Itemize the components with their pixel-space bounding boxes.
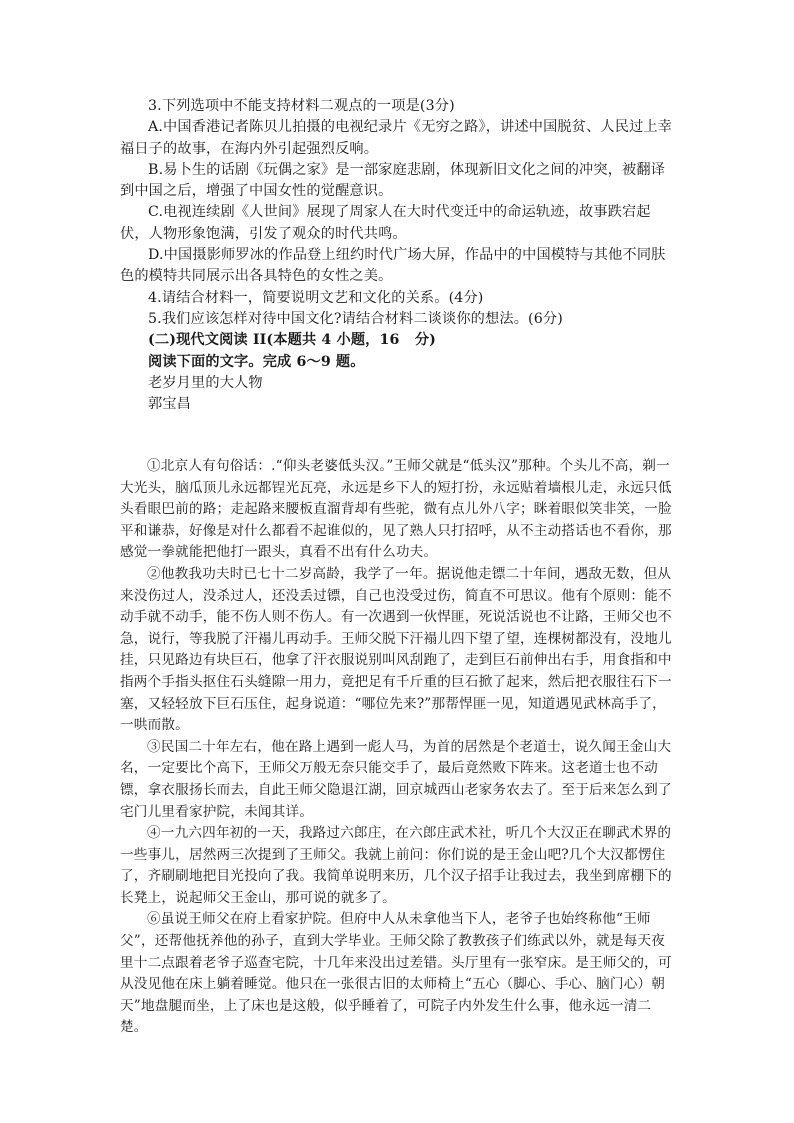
question-3-option-b: B.易卜生的话剧《玩偶之家》是一部家庭悲剧，体现新旧文化之间的冲突，被翻译到中国之后，增强了中国女性的觉醒意识。	[120, 161, 666, 200]
passage-paragraph: ④一九六四年初的一天，我路过六郎庄，在六郎庄武术社，听几个大汉正在聊武术界的一些事儿，居然两三次提到了王师父。我就上前问：你们说的是王金山吧?几个大汉都愣住了，齐刷刷地把目光投向了我。我简单说明来历，几个汉子招手让我过去，我坐到席棚下的长凳上，说起师父王金山，那可说的就多了。	[120, 825, 672, 906]
question-3-option-d: D.中国摄影师罗冰的作品登上纽约时代广场大屏，作品中的中国模特与其他不同肤色的模特共同展示出各具特色的女性之美。	[120, 247, 666, 285]
question-5: 5.我们应该怎样对待中国文化?请结合材料二谈谈你的想法。(6分)	[148, 310, 563, 327]
passage-paragraph: ②他教我功夫时已七十二岁高龄，我学了一年。据说他走镖二十年间，遇敌无数，但从来没伤过人，没杀过人，还没丢过镖，自己也没受过伤，简直不可思议。他有个原则：能不动手就不动手，能不伤人则不伤人。有一次遇到一伙悍匪，死说活说也不让路，王师父也不急，说行，等我脱了汗褟儿再动手。王师父脱下汗褟儿四下望了望，连棵树都没有，没地儿挂，只见路边有块巨石，他拿了汗衣服说别叫风刮跑了，走到巨石前伸出右手，用食指和中指两个手指头抠住石头缝隙一用力，竟把足有千斤重的巨石掀了起来，然后把衣服往石下一塞，又轻轻放下巨石压住，起身说道：“哪位先来?”那帮悍匪一见，知道遇见武林高手了，一哄而散。	[120, 565, 672, 734]
section-instruction: 阅读下面的文字。完成 6～9 题。	[148, 353, 365, 370]
passage-paragraph: ①北京人有句俗话：.“仰头老婆低头汉。”王师父就是“低头汉”那种。个头儿不高，剃一大光头，脑瓜顶儿永远都锃光瓦亮，永远是乡下人的短打扮，永远贴着墙根儿走，永远只低头看眼巴前的路；走起路来腰板直溜背却有些驼，微有点儿外八字；眯着眼似笑非笑，一脸平和谦恭，好像是对什么都看不起谁似的，见了熟人只打招呼，从不主动搭话也不看你，那感觉一拳就能把他打一跟头，真看不出有什么功夫。	[120, 458, 672, 561]
passage-body	[120, 456, 676, 1039]
passage-paragraph: ③民国二十年左右，他在路上遇到一彪人马，为首的居然是个老道士，说久闻王金山大名，一定要比个高下，王师父万般无奈只能交手了，最后竟然败下阵来。这老道士也不动镖，拿衣服扬长而去，自此王师父隐退江湖，回京城西山老家务农去了。至于后来怎么到了宅门儿里看家护院，未闻其详。	[120, 738, 672, 820]
question-3-stem: 3.下列选项中不能支持材料二观点的一项是(3分)	[148, 98, 455, 114]
passage-paragraph: ⑥虽说王师父在府上看家护院。但府中人从未拿他当下人，老爷子也始终称他“王师父”，还帮他抚养他的孙子，直到大学毕业。王师父除了教教孩子们练武以外，就是每天夜里十二点跟着老爷子巡查宅院，十几年来没出过差错。头厅里有一张窄床。是王师父的，可从没见他在床上躺着睡觉。他只在一张很古旧的太师椅上“五心（脚心、手心、脑门心）朝天”地盘腿而坐，上了床也是这般，似乎睡着了，可院子内外发生什么事，他永远一清二楚。	[120, 911, 672, 1036]
question-3-option-c: C.电视连续剧《人世间》展现了周家人在大时代变迁中的命运轨迹，故事跌宕起伏，人物形象饱满，引发了观众的时代共鸣。	[120, 204, 651, 242]
question-3-option-a: A.中国香港记者陈贝儿拍摄的电视纪录片《无穷之路》，讲述中国脱贫、人民过上幸福日子的故事，在海内外引起强烈反响。	[120, 119, 673, 157]
questions-block	[120, 96, 676, 415]
question-4: 4.请结合材料一，简要说明文艺和文化的关系。(4分)	[148, 289, 484, 306]
passage-title: 老岁月里的大人物	[148, 374, 263, 391]
section-heading: (二)现代文阅读 II(本题共 4 小题，16 分)	[148, 332, 437, 349]
passage-author: 郭宝昌	[148, 396, 192, 413]
